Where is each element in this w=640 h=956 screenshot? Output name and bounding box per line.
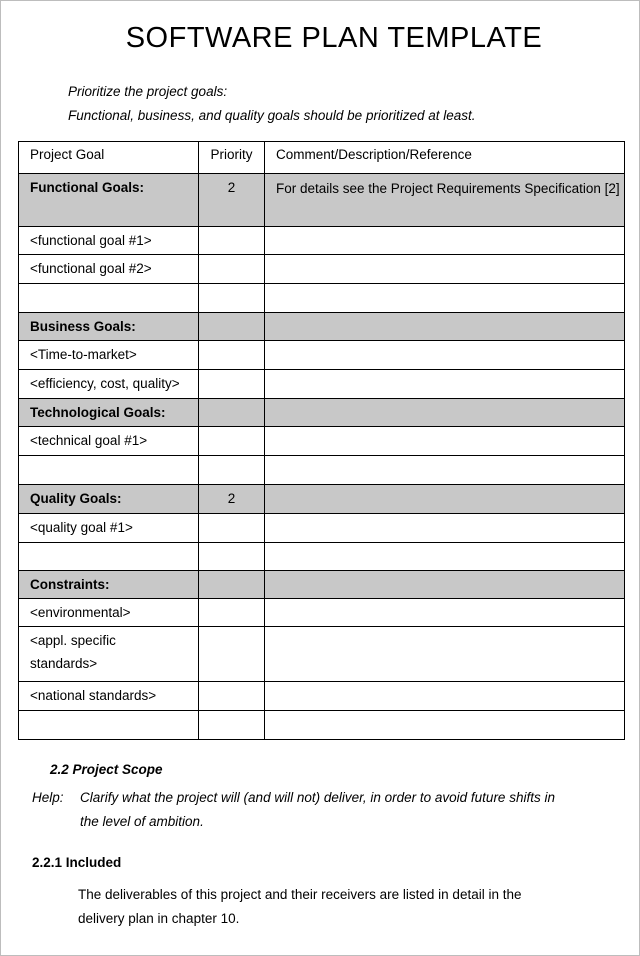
row-comment [265, 682, 625, 711]
table-row [19, 571, 625, 599]
row-priority [199, 543, 265, 571]
row-comment [265, 313, 625, 341]
row-priority [199, 284, 265, 313]
table-row [19, 227, 625, 255]
row-goal: Technological Goals: [19, 399, 199, 427]
table-row [19, 313, 625, 341]
row-priority [199, 370, 265, 399]
row-goal: Functional Goals: [19, 174, 199, 227]
header-comment: Comment/Description/Reference [265, 142, 625, 174]
header-project-goal: Project Goal [19, 142, 199, 174]
table-row [19, 456, 625, 485]
row-comment [265, 284, 625, 313]
row-goal [19, 543, 199, 571]
row-goal: Quality Goals: [19, 485, 199, 514]
help-label: Help: [32, 790, 64, 805]
help-line-2: the level of ambition. [80, 814, 204, 829]
included-line-1: The deliverables of this project and their receivers are listed in detail in the [78, 887, 522, 902]
table-row [19, 284, 625, 313]
project-goals-table [18, 141, 625, 740]
project-scope-heading: 2.2 Project Scope [50, 762, 163, 777]
row-comment [265, 227, 625, 255]
row-comment [265, 571, 625, 599]
row-goal [19, 284, 199, 313]
row-goal: <functional goal #1> [19, 227, 199, 255]
row-comment [265, 255, 625, 284]
row-priority [199, 255, 265, 284]
row-priority: 2 [199, 485, 265, 514]
table-row [19, 682, 625, 711]
table-row [19, 174, 625, 227]
row-priority [199, 571, 265, 599]
row-goal: <Time-to-market> [19, 341, 199, 370]
row-priority [199, 341, 265, 370]
row-priority [199, 227, 265, 255]
row-goal: <environmental> [19, 599, 199, 627]
row-comment [265, 627, 625, 682]
table-row [19, 399, 625, 427]
row-goal: <efficiency, cost, quality> [19, 370, 199, 399]
table-header-row [19, 142, 625, 174]
included-line-2: delivery plan in chapter 10. [78, 911, 240, 926]
table-row [19, 543, 625, 571]
row-priority [199, 399, 265, 427]
row-comment [265, 341, 625, 370]
row-goal: <functional goal #2> [19, 255, 199, 284]
row-comment [265, 599, 625, 627]
row-goal: Business Goals: [19, 313, 199, 341]
row-priority [199, 599, 265, 627]
document-title: SOFTWARE PLAN TEMPLATE [125, 22, 543, 54]
row-priority [199, 456, 265, 485]
row-goal [19, 711, 199, 740]
table-row [19, 255, 625, 284]
table-row [19, 627, 625, 682]
row-comment [265, 514, 625, 543]
table-row [19, 370, 625, 399]
row-goal: <quality goal #1> [19, 514, 199, 543]
table-row [19, 427, 625, 456]
table-row [19, 485, 625, 514]
row-priority [199, 427, 265, 456]
row-goal: Constraints: [19, 571, 199, 599]
row-priority [199, 514, 265, 543]
row-priority: 2 [199, 174, 265, 227]
row-priority [199, 682, 265, 711]
header-priority: Priority [199, 142, 265, 174]
row-goal: <national standards> [19, 682, 199, 711]
row-comment [265, 543, 625, 571]
table-row [19, 711, 625, 740]
row-comment [265, 711, 625, 740]
row-comment [265, 370, 625, 399]
included-heading: 2.2.1 Included [32, 855, 122, 870]
row-comment [265, 427, 625, 456]
help-line-1: Clarify what the project will (and will not) deliver, in order to avoid future shifts in [80, 790, 555, 805]
row-comment: For details see the Project Requirements Specification [2] [265, 174, 625, 227]
intro-line-1: Prioritize the project goals: [68, 84, 228, 99]
row-priority [199, 711, 265, 740]
intro-line-2: Functional, business, and quality goals should be prioritized at least. [68, 108, 476, 123]
row-priority [199, 313, 265, 341]
row-goal: <appl. specific standards> [19, 627, 199, 682]
table-row [19, 341, 625, 370]
row-goal: <technical goal #1> [19, 427, 199, 456]
table-row [19, 514, 625, 543]
row-comment [265, 485, 625, 514]
row-comment [265, 456, 625, 485]
row-priority [199, 627, 265, 682]
row-comment [265, 399, 625, 427]
row-goal [19, 456, 199, 485]
table-row [19, 599, 625, 627]
